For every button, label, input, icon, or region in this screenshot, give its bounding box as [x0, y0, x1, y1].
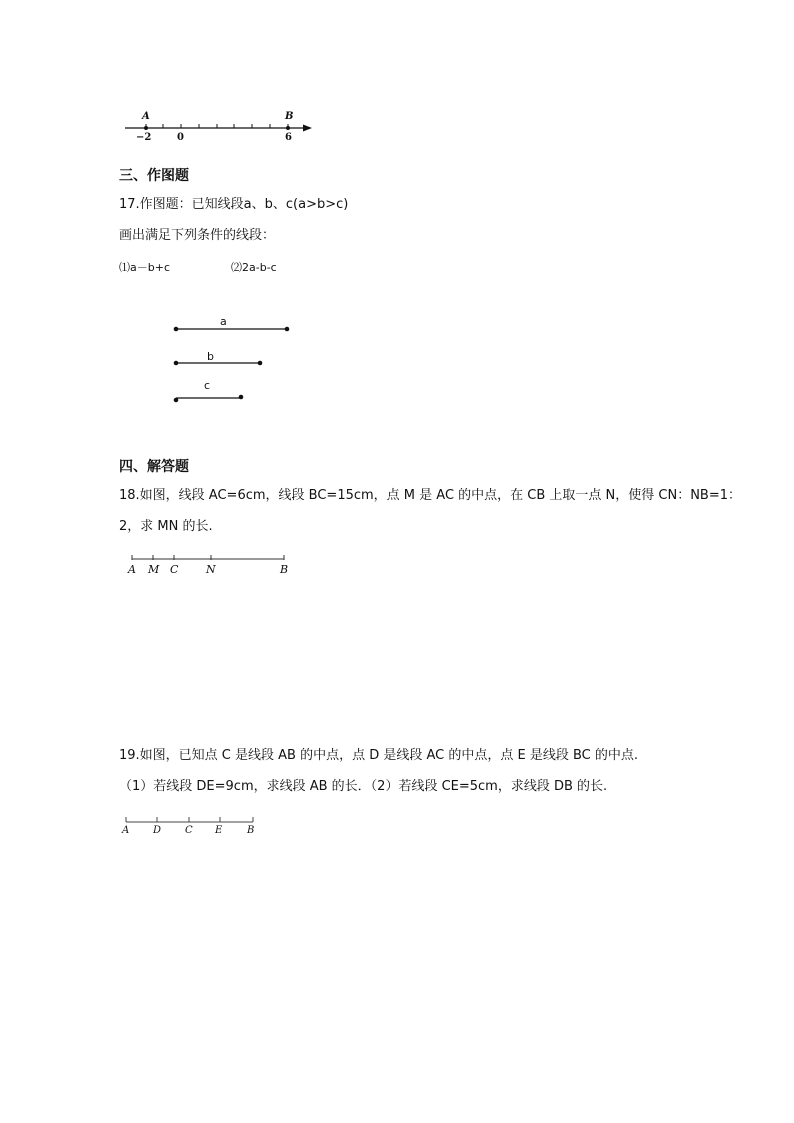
number-line-label-a: A — [142, 111, 150, 122]
question-19-line-1: 19.如图，已知点 C 是线段 AB 的中点，点 D 是线段 AC 的中点，点 E 是线段 BC 的中点. — [119, 748, 639, 763]
point-a-dot — [144, 126, 148, 130]
segment-c-label: c — [204, 379, 211, 392]
question-17-line-1: 17.作图题：已知线段a、b、c(a>b>c) — [119, 197, 349, 212]
q18-point-m: M — [148, 563, 160, 576]
q19-point-e: E — [215, 825, 223, 836]
tick-label-zero: 0 — [177, 132, 184, 143]
segments-svg — [170, 320, 310, 410]
number-line-label-b: B — [285, 111, 294, 122]
q18-point-b: B — [280, 563, 289, 576]
question-17-part-1: ⑴a－b+c — [119, 261, 170, 274]
q18-point-n: N — [206, 563, 216, 576]
q19-point-d: D — [153, 825, 162, 836]
point-b-dot — [286, 126, 290, 130]
segment-a-label: a — [220, 315, 227, 328]
q19-point-a: A — [122, 825, 130, 836]
q19-point-c: C — [185, 825, 193, 836]
number-line-arrow — [303, 125, 312, 132]
question-18-line-1: 18.如图，线段 AC=6cm，线段 BC=15cm，点 M 是 AC 的中点，在 CB 上取一点 N，使得 CN：NB=1： — [119, 488, 742, 503]
tick-label-six: 6 — [285, 132, 292, 143]
section-4-title: 四、解答题 — [119, 459, 189, 475]
question-19-line-2: （1）若线段 DE=9cm，求线段 AB 的长．（2）若线段 CE=5cm，求线段 DB 的长. — [119, 779, 608, 794]
q18-point-a: A — [128, 563, 136, 576]
q18-point-c: C — [170, 563, 179, 576]
question-17-part-2: ⑵2a-b-c — [231, 261, 277, 274]
tick-label-minus-two: −2 — [136, 132, 152, 143]
segment-b — [174, 361, 263, 366]
question-18-line-2: 2，求 MN 的长. — [119, 519, 213, 534]
section-3-title: 三、作图题 — [119, 168, 189, 184]
segment-a — [174, 327, 290, 332]
segment-c — [174, 395, 244, 403]
q19-point-b: B — [247, 825, 255, 836]
question-17-line-2: 画出满足下列条件的线段： — [119, 228, 276, 243]
segment-b-label: b — [207, 350, 214, 363]
